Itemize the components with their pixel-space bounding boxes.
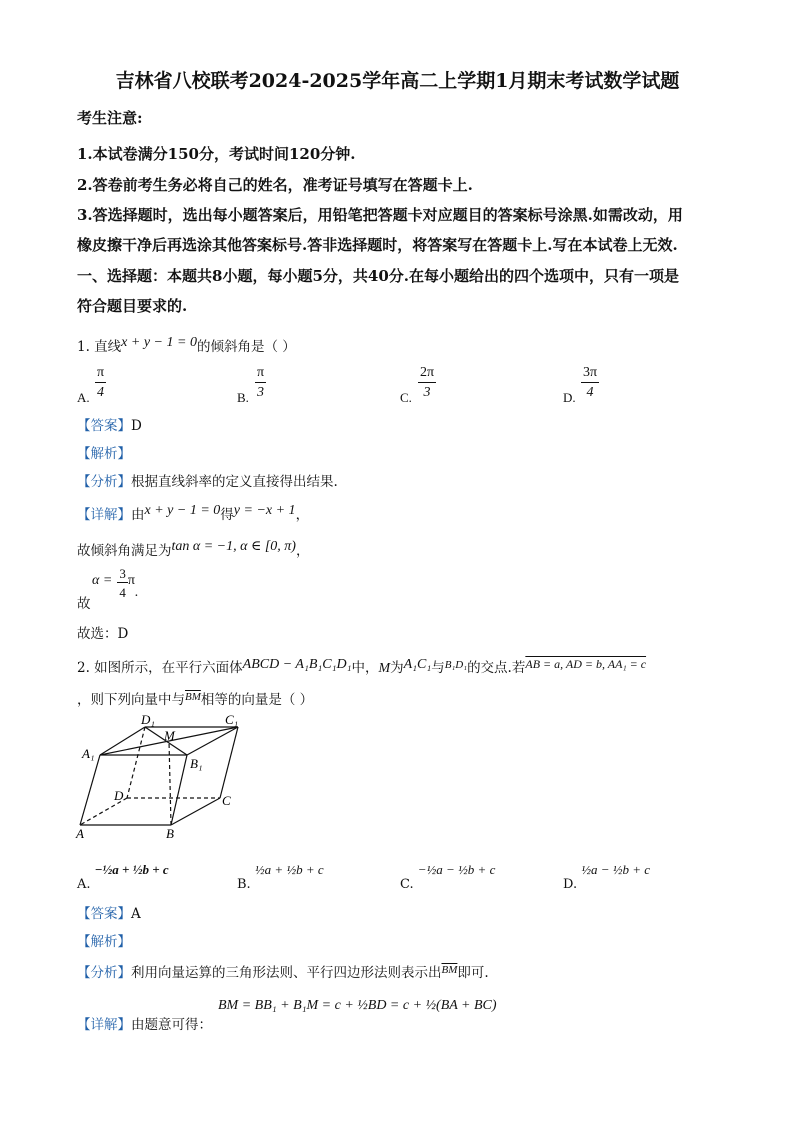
q1-detail: 【详解】由x + y − 1 = 0得y = −x + 1， (77, 503, 310, 523)
q1-choose: 故选：D (77, 626, 129, 642)
q1-answer: 【答案】D (77, 418, 142, 434)
page-title: 吉林省八校联考2024-2025学年高二上学期1月期末考试数学试题 (115, 70, 680, 92)
q1-detail-line3-lead: 故 (77, 596, 91, 612)
notice-heading: 考生注意: (77, 109, 143, 127)
notice-item-2: 2.答卷前考生务必将自己的姓名，准考证号填写在答题卡上. (77, 176, 473, 194)
q2-stem-line2: ，则下列向量中与$^{\overline{BM}}$相等的向量是（ ） (77, 691, 314, 708)
parallelepiped-figure (75, 710, 250, 842)
label-d1: D₁ (141, 712, 155, 727)
q2-answer: 【答案】A (77, 906, 141, 922)
label-a: A (76, 826, 84, 841)
q2-fenxi: 【分析】利用向量运算的三角形法则、平行四边形法则表示出$^{\overline{BM}}$即可. (77, 964, 489, 981)
label-c1: C₁ (225, 712, 239, 727)
q1-stem (77, 335, 296, 356)
label-d: D (114, 788, 124, 803)
q2-option-a: A. −½a + ½b + c (77, 862, 169, 892)
q1-detail-line3-expr: α = $\frac{3}{4}$ π. (92, 566, 139, 600)
q2-option-d: D. ½a − ½b + c (563, 862, 651, 892)
q2-option-c: C. −½a − ½b + c (400, 862, 496, 892)
q2-option-b: B. ½a + ½b + c (237, 862, 324, 892)
section1-intro: 一、选择题：本题共8小题，每小题5分，共40分.在每小题给出的四个选项中，只有一项是 (77, 267, 679, 285)
q1-prefix: 1. 直线 (77, 339, 122, 355)
label-b1: B₁ (190, 756, 203, 771)
label-c: C (222, 793, 231, 808)
notice-item-1: 1.本试卷满分150分，考试时间120分钟. (77, 145, 356, 163)
q1-suffix: 的倾斜角是（ ） (196, 339, 296, 355)
q1-fenxi: 【分析】根据直线斜率的定义直接得出结果. (77, 474, 338, 490)
q1-equation: x + y − 1 = 0 (121, 335, 197, 350)
label-m: M (164, 728, 175, 743)
label-a1: A₁ (82, 746, 95, 761)
q1-detail-line2: 故倾斜角满足为tan α = −1, α ∈ [0, π)， (77, 539, 310, 559)
label-b: B (166, 826, 174, 841)
q2-stem: 2. 如图所示，在平行六面体ABCD − A₁B₁C₁D₁中，M为A₁C₁与$^{B_1D_1}$的交点.若AB = a, AD = b, AA₁ = c (77, 657, 647, 676)
q2-detail-equation: BM = BB₁ + B₁M = c + ½BD = c + ½(BA + BC) (218, 998, 497, 1013)
q2-detail: 【详解】由题意可得： (77, 1017, 212, 1033)
q1-analysis-tag: 【解析】 (77, 446, 131, 462)
section1-intro-cont: 符合题目要求的. (77, 297, 188, 315)
notice-item-3-cont: 橡皮擦干净后再选涂其他答案标号.答非选择题时，将答案写在答题卡上.写在本试卷上无效. (77, 236, 678, 254)
q2-analysis-tag: 【解析】 (77, 934, 131, 950)
notice-item-3: 3.答选择题时，选出每小题答案后，用铅笔把答题卡对应题目的答案标号涂黑.如需改动，用 (77, 206, 683, 224)
